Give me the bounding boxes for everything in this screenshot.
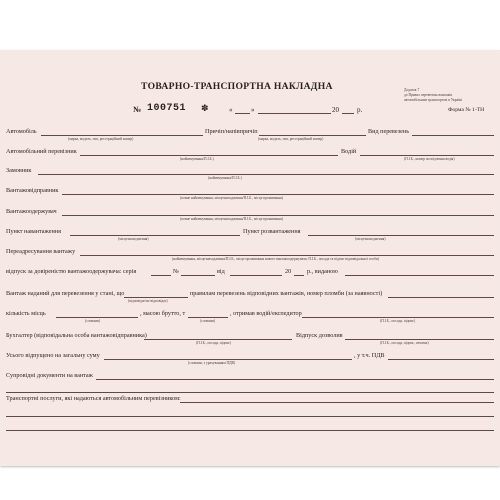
number-label: № — [133, 105, 142, 114]
received-label: , отримав водій/експедитор — [230, 310, 302, 317]
poa-from-label: від — [217, 268, 225, 275]
addendum-line-2: до Правил перевезень вантажів — [404, 93, 453, 97]
poa-year-field[interactable] — [294, 275, 304, 276]
cargo-rules-label: правилам перевезень відповідних вантажів, номер пломби (за наявності) — [190, 290, 383, 297]
unloading-point-field[interactable] — [308, 235, 494, 236]
cargo-handed-label: Вантаж наданий для перевезення у стані, що — [6, 290, 125, 297]
poa-series-field[interactable] — [151, 275, 171, 276]
poa-date-field[interactable] — [230, 275, 282, 276]
cargo-state-field[interactable] — [124, 297, 188, 298]
date-year-suffix: р. — [357, 106, 363, 114]
date-year-line[interactable] — [342, 113, 354, 114]
consignee-field[interactable] — [62, 215, 494, 216]
received-field[interactable] — [302, 317, 494, 318]
accountant-label: Бухгалтер (відповідальна особа вантажовідправника) — [6, 332, 147, 339]
power-of-attorney-label: відпуск за довіреністю вантажоодержувача: серія — [6, 268, 137, 275]
total-sum-label: Усього відпущено на загальну суму — [6, 352, 100, 359]
documents-field-continued[interactable] — [6, 392, 494, 393]
poa-number-field[interactable] — [181, 275, 215, 276]
carrier-field[interactable] — [80, 155, 338, 156]
poa-issued-label: р., виданою — [307, 268, 338, 275]
accountant-field[interactable] — [144, 339, 292, 340]
poa-number-label: № — [173, 268, 179, 275]
automobile-label: Автомобіль — [6, 128, 37, 135]
driver-field[interactable] — [360, 155, 494, 156]
serial-number: 100751 — [147, 103, 187, 114]
places-hint: (словами) — [85, 319, 101, 323]
date-year-prefix: 20 — [332, 106, 339, 114]
loading-point-label: Пункт навантаження — [6, 228, 61, 235]
services-field[interactable] — [180, 402, 494, 403]
driver-label: Водій — [341, 148, 357, 155]
gross-mass-hint: (словами) — [200, 319, 216, 323]
received-hint: (П.І.Б., посада, підпис) — [380, 319, 416, 323]
customer-hint: (найменування/П.І.Б.) — [208, 176, 242, 180]
consignee-hint: (повне найменування, місцезнаходження/П.І.Б., місце проживання) — [180, 217, 284, 221]
form-number: Форма № 1-ТН — [448, 107, 485, 113]
released-by-label: Відпуск дозволив — [296, 332, 343, 339]
waybill-form-sheet — [0, 50, 500, 466]
date-quote-close: » — [251, 106, 255, 114]
released-by-hint: (П.І.Б., посада, підпис, печатка) — [380, 341, 429, 345]
trailer-label: Причіп/напівпричіп — [205, 128, 258, 135]
readdress-field[interactable] — [80, 255, 494, 256]
services-field-line-2[interactable] — [6, 416, 494, 417]
date-month-line[interactable] — [258, 113, 331, 114]
transport-type-label: Вид перевезень — [368, 128, 410, 135]
total-sum-field[interactable] — [104, 359, 352, 360]
automobile-field[interactable] — [41, 135, 203, 136]
places-label: кількість місць — [6, 310, 46, 317]
cargo-state-hint: (відповідає/не відповідає) — [128, 299, 168, 303]
total-sum-hint: (словами, з урахуванням ПДВ) — [188, 361, 236, 365]
form-title: ТОВАРНО-ТРАНСПОРТНА НАКЛАДНА — [141, 81, 333, 92]
places-field[interactable] — [56, 317, 138, 318]
driver-hint: (П.І.Б., номер посвідчення водія) — [404, 157, 455, 161]
released-by-field[interactable] — [345, 339, 494, 340]
date-day-line[interactable] — [235, 113, 250, 114]
gross-mass-field[interactable] — [188, 317, 228, 318]
trailer-field[interactable] — [259, 135, 366, 136]
shipper-label: Вантажовідправник — [6, 187, 59, 194]
transport-type-field[interactable] — [412, 135, 494, 136]
loading-point-hint: (місцезнаходження) — [118, 237, 149, 241]
loading-point-field[interactable] — [70, 235, 240, 236]
carrier-label: Автомобільний перевізник — [6, 148, 77, 155]
customer-field[interactable] — [38, 174, 494, 175]
consignee-label: Вантажоодержувач — [6, 208, 57, 215]
gross-mass-label: , масою брутто, т — [140, 310, 186, 317]
trailer-hint: (марка, модель, тип, реєстраційний номер) — [258, 137, 324, 141]
services-field-line-3[interactable] — [6, 430, 494, 431]
readdress-label: Переадресування вантажу — [6, 248, 76, 255]
seal-number-field[interactable] — [388, 297, 494, 298]
services-label: Транспортні послуги, які надаються автомобільним перевізником: — [6, 395, 181, 402]
date-quote-open: « — [229, 106, 233, 114]
seal-icon: ✽ — [201, 103, 209, 113]
readdress-hint: (найменування, місцезнаходження/П.І.Б., місце проживання нового вантажоодержувача; П.І.Б., посада та підпис відповідальної особи) — [172, 257, 379, 261]
poa-issued-field[interactable] — [345, 275, 494, 276]
carrier-hint: (найменування/П.І.Б.) — [180, 157, 214, 161]
documents-field[interactable] — [96, 379, 494, 380]
automobile-hint: (марка, модель, тип, реєстраційний номер) — [68, 137, 134, 141]
addendum-line-1: Додаток 7 — [404, 88, 420, 92]
customer-label: Замовник — [6, 167, 32, 174]
shipper-field[interactable] — [62, 194, 494, 195]
accountant-hint: (П.І.Б., посада, підпис) — [196, 341, 232, 345]
vat-field[interactable] — [388, 359, 494, 360]
poa-year-label: 20 — [285, 268, 292, 275]
shipper-hint: (повне найменування, місцезнаходження/П.І.Б., місце проживання) — [180, 196, 284, 200]
unloading-point-hint: (місцезнаходження) — [355, 237, 386, 241]
unloading-point-label: Пункт розвантаження — [243, 228, 301, 235]
vat-label: , у т.ч. ПДВ — [354, 352, 385, 359]
documents-label: Супровідні документи на вантаж — [6, 372, 93, 379]
addendum-line-3: автомобільним транспортом в Україні — [404, 98, 463, 102]
